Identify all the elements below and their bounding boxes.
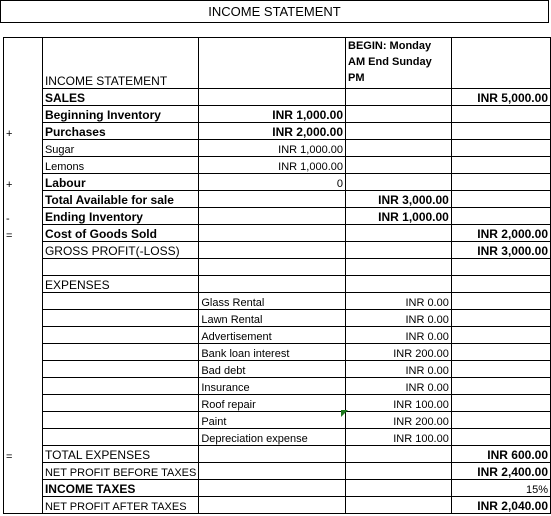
cell-item[interactable] [199,259,346,276]
cell-sign[interactable] [4,463,43,480]
cell-empty[interactable] [199,38,346,89]
cell-total[interactable] [451,106,550,123]
cell-item[interactable]: Advertisement [199,327,346,344]
cell-amount-2[interactable]: INR 100.00 [346,395,452,412]
cell-total[interactable] [451,327,550,344]
cell-label[interactable] [42,412,198,429]
cell-item[interactable] [199,140,346,157]
header-period[interactable]: BEGIN: Monday AM End Sunday PM [346,38,452,89]
cell-sign[interactable] [4,344,43,361]
cell-item[interactable] [199,174,346,191]
cell-total[interactable] [451,259,550,276]
cell-total[interactable] [451,191,550,208]
cell-item[interactable]: Lawn Rental [199,310,346,327]
cell-label[interactable]: NET PROFIT BEFORE TAXES [42,463,198,480]
cell-total[interactable] [451,361,550,378]
cell-sign[interactable] [4,310,43,327]
cell-sign[interactable] [4,276,43,293]
table-row [4,463,551,480]
table-row [4,106,551,123]
cell-label[interactable]: Beginning Inventory [42,106,198,123]
cell-amount-2[interactable] [346,89,452,106]
cell-amount-2[interactable]: INR 0.00 [346,361,452,378]
cell-total[interactable] [451,174,550,191]
cell-sign[interactable] [4,259,43,276]
table-row [4,225,551,242]
cell-total[interactable]: INR 2,040.00 [451,497,550,514]
table-row [4,429,551,446]
cell-total[interactable]: 15% [451,480,550,497]
cell-label[interactable] [42,361,198,378]
cell-item[interactable] [199,157,346,174]
cell-total[interactable] [451,157,550,174]
cell-sign[interactable] [4,191,43,208]
cell-sign[interactable]: = [4,446,43,463]
cell-item[interactable]: Roof repair [199,395,346,412]
cell-total[interactable]: INR 2,400.00 [451,463,550,480]
cell-sign[interactable]: - [4,208,43,225]
cell-amount-2[interactable]: INR 0.00 [346,378,452,395]
cell-item[interactable] [199,191,346,208]
table-row [4,412,551,429]
cell-item[interactable] [199,242,346,259]
cell-label[interactable] [42,344,198,361]
cell-item[interactable] [199,446,346,463]
table-row [4,242,551,259]
cell-total[interactable] [451,429,550,446]
cell-amount-2[interactable] [346,497,452,514]
cell-total[interactable] [451,123,550,140]
cell-amount-2[interactable] [346,276,452,293]
cell-amount-2[interactable] [346,157,452,174]
cell-sign[interactable] [4,412,43,429]
cell-label[interactable]: GROSS PROFIT(-LOSS) [42,242,198,259]
cell-total[interactable]: INR 600.00 [451,446,550,463]
cell-amount-2[interactable] [346,259,452,276]
cell-amount-2[interactable]: INR 0.00 [346,327,452,344]
cell-label[interactable]: INCOME TAXES [42,480,198,497]
cell-amount-2[interactable] [346,174,452,191]
cell-label[interactable] [42,293,198,310]
header-row [4,38,551,89]
cell-sign[interactable] [4,106,43,123]
cell-total[interactable] [451,395,550,412]
cell-amount-2[interactable] [346,446,452,463]
cell-sign[interactable] [4,38,43,89]
table-row [4,344,551,361]
cell-sign[interactable] [4,429,43,446]
cell-label[interactable] [42,378,198,395]
cell-sign[interactable] [4,361,43,378]
cell-item[interactable] [199,480,346,497]
table-row [4,123,551,140]
cell-amount-2[interactable]: INR 3,000.00 [346,191,452,208]
cell-label[interactable] [42,310,198,327]
table-row [4,140,551,157]
cell-sign[interactable] [4,157,43,174]
cell-sign[interactable] [4,140,43,157]
cell-item[interactable]: Paint [199,412,346,429]
cell-item[interactable] [199,225,346,242]
cell-item[interactable] [199,106,346,123]
cell-amount-2[interactable]: INR 100.00 [346,429,452,446]
comment-indicator-icon [341,410,348,417]
cell-amount-2[interactable]: INR 0.00 [346,310,452,327]
cell-label[interactable] [42,259,198,276]
table-row [4,480,551,497]
header-label[interactable]: INCOME STATEMENT [42,38,198,89]
table-row [4,293,551,310]
cell-label[interactable]: NET PROFIT AFTER TAXES [42,497,198,514]
cell-amount-2[interactable] [346,140,452,157]
cell-total[interactable] [451,378,550,395]
cell-label[interactable]: TOTAL EXPENSES [42,446,198,463]
table-row [4,378,551,395]
cell-total[interactable] [451,310,550,327]
cell-label[interactable]: Purchases [42,123,198,140]
cell-sign[interactable] [4,327,43,344]
cell-total[interactable] [451,276,550,293]
income-statement-grid [3,37,551,514]
table-row [4,259,551,276]
cell-item[interactable] [199,89,346,106]
cell-label[interactable]: Cost of Goods Sold [42,225,198,242]
sheet-title: INCOME STATEMENT [0,0,549,23]
table-row [4,276,551,293]
cell-label[interactable]: Sugar [42,140,198,157]
cell-item[interactable] [199,276,346,293]
cell-amount-2[interactable]: INR 200.00 [346,412,452,429]
cell-item[interactable]: Bad debt [199,361,346,378]
table-row [4,497,551,514]
cell-amount-1: INR 2,000.00 [272,125,343,139]
cell-item[interactable]: Glass Rental [199,293,346,310]
cell-label[interactable] [42,395,198,412]
cell-amount-2[interactable] [346,225,452,242]
cell-sign[interactable]: = [4,225,43,242]
cell-sign[interactable]: + [4,174,43,191]
cell-amount-2[interactable] [346,480,452,497]
cell-item[interactable] [199,463,346,480]
cell-item[interactable]: Insurance [199,378,346,395]
cell-item[interactable] [199,497,346,514]
cell-label[interactable]: Total Available for sale [42,191,198,208]
cell-label[interactable]: Ending Inventory [42,208,198,225]
cell-total[interactable]: INR 5,000.00 [451,89,550,106]
cell-sign[interactable] [4,480,43,497]
cell-amount-1: INR 1,000.00 [278,161,343,173]
cell-total[interactable] [451,140,550,157]
table-row [4,361,551,378]
cell-amount-2[interactable] [346,463,452,480]
cell-sign[interactable] [4,293,43,310]
cell-label[interactable] [42,429,198,446]
cell-sign[interactable] [4,497,43,514]
cell-total[interactable] [451,208,550,225]
cell-label[interactable] [42,327,198,344]
cell-item[interactable]: Bank loan interest [199,344,346,361]
cell-total[interactable]: INR 2,000.00 [451,225,550,242]
cell-total[interactable] [451,344,550,361]
cell-sign[interactable] [4,378,43,395]
cell-empty[interactable] [451,38,550,89]
cell-amount-2[interactable]: INR 200.00 [346,344,452,361]
cell-sign[interactable] [4,242,43,259]
cell-total[interactable]: INR 3,000.00 [451,242,550,259]
table-row [4,395,551,412]
cell-amount-1: INR 1,000.00 [272,108,343,122]
cell-total[interactable] [451,293,550,310]
cell-amount-2[interactable] [346,242,452,259]
table-row [4,89,551,106]
cell-amount-2[interactable]: INR 1,000.00 [346,208,452,225]
cell-label[interactable]: Labour [42,174,198,191]
table-row [4,208,551,225]
cell-amount-1: 0 [336,178,343,190]
cell-label[interactable]: Lemons [42,157,198,174]
cell-amount-2[interactable]: INR 0.00 [346,293,452,310]
table-row [4,327,551,344]
cell-amount-2[interactable] [346,123,452,140]
table-row [4,446,551,463]
cell-sign[interactable]: + [4,123,43,140]
table-row [4,174,551,191]
cell-sign[interactable] [4,395,43,412]
cell-item[interactable]: Depreciation expense [199,429,346,446]
cell-amount-2[interactable] [346,106,452,123]
cell-label[interactable]: SALES [42,89,198,106]
cell-item[interactable] [199,123,346,140]
cell-total[interactable] [451,412,550,429]
table-row [4,157,551,174]
cell-amount-1: INR 1,000.00 [278,144,343,156]
cell-sign[interactable] [4,89,43,106]
table-row [4,191,551,208]
cell-label[interactable]: EXPENSES [42,276,198,293]
table-row [4,310,551,327]
cell-item[interactable] [199,208,346,225]
